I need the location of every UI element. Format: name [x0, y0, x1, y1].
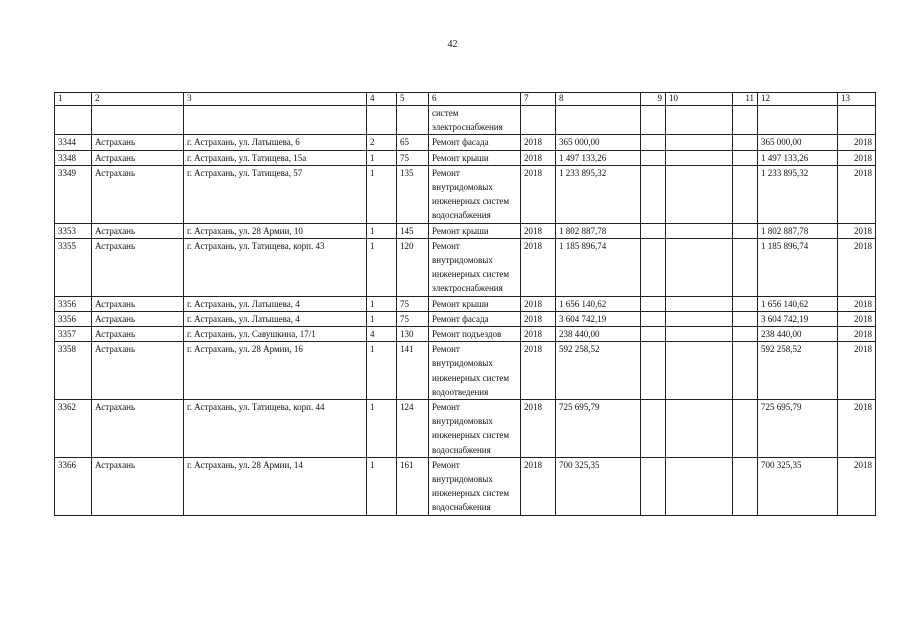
column-header: 5	[397, 93, 429, 106]
cell-total: 1 802 887,78	[758, 223, 838, 238]
cell-plan-year: 2018	[838, 457, 876, 515]
cell-year: 2018	[521, 165, 556, 223]
cell-work-type: Ремонт подъездов	[429, 327, 521, 342]
cell-col11	[733, 223, 758, 238]
table-row	[55, 342, 876, 400]
cell-work-type: Ремонт внутридомовых инженерных систем водоснабжения	[429, 457, 521, 515]
cell-city: Астрахань	[92, 165, 184, 223]
cell-col11	[733, 400, 758, 458]
cell-col10	[666, 400, 733, 458]
cell-apartments: 120	[397, 238, 429, 296]
cell-year: 2018	[521, 150, 556, 165]
cell-address: г. Астрахань, ул. Латышева, 6	[184, 135, 367, 150]
column-header: 3	[184, 93, 367, 106]
cell-col9	[641, 457, 666, 515]
cell-plan-year: 2018	[838, 311, 876, 326]
cell-col11	[733, 342, 758, 400]
cell-id: 3353	[55, 223, 92, 238]
cell-address: г. Астрахань, ул. Татищева, 15а	[184, 150, 367, 165]
cell-cost: 700 325,35	[556, 457, 641, 515]
cell-apartments: 145	[397, 223, 429, 238]
cell-apartments: 75	[397, 311, 429, 326]
cell-id: 3349	[55, 165, 92, 223]
cell-col9	[641, 238, 666, 296]
cell-total: 725 695,79	[758, 400, 838, 458]
column-header: 6	[429, 93, 521, 106]
cell-col11	[733, 327, 758, 342]
cell-address: г. Астрахань, ул. Татищева, корп. 44	[184, 400, 367, 458]
cell-col10	[666, 135, 733, 150]
cell-floors: 1	[367, 400, 397, 458]
column-header: 11	[733, 93, 758, 106]
table-row	[55, 223, 876, 238]
cell-total: 1 497 133,26	[758, 150, 838, 165]
cell-year: 2018	[521, 223, 556, 238]
cell-cost	[556, 106, 641, 135]
cell-cost: 592 258,52	[556, 342, 641, 400]
table-row	[55, 238, 876, 296]
cell-col10	[666, 238, 733, 296]
cell-work-type: Ремонт фасада	[429, 135, 521, 150]
cell-city: Астрахань	[92, 342, 184, 400]
cell-city: Астрахань	[92, 150, 184, 165]
cell-floors	[367, 106, 397, 135]
cell-year: 2018	[521, 311, 556, 326]
cell-address: г. Астрахань, ул. Татищева, 57	[184, 165, 367, 223]
cell-plan-year: 2018	[838, 223, 876, 238]
column-header: 2	[92, 93, 184, 106]
cell-year: 2018	[521, 327, 556, 342]
cell-year: 2018	[521, 342, 556, 400]
cell-col10	[666, 150, 733, 165]
table-header-row	[55, 93, 876, 106]
cell-col10	[666, 165, 733, 223]
cell-plan-year: 2018	[838, 165, 876, 223]
cell-city: Астрахань	[92, 327, 184, 342]
cell-cost: 1 185 896,74	[556, 238, 641, 296]
cell-col10	[666, 311, 733, 326]
cell-floors: 1	[367, 311, 397, 326]
cell-id: 3356	[55, 311, 92, 326]
cell-col9	[641, 135, 666, 150]
cell-total: 1 233 895,32	[758, 165, 838, 223]
cell-plan-year	[838, 106, 876, 135]
cell-id: 3348	[55, 150, 92, 165]
cell-apartments: 75	[397, 296, 429, 311]
cell-apartments: 124	[397, 400, 429, 458]
cell-city	[92, 106, 184, 135]
cell-city: Астрахань	[92, 238, 184, 296]
cell-col11	[733, 457, 758, 515]
column-header: 9	[641, 93, 666, 106]
cell-plan-year: 2018	[838, 296, 876, 311]
column-header: 13	[838, 93, 876, 106]
column-header: 8	[556, 93, 641, 106]
cell-total: 3 604 742,19	[758, 311, 838, 326]
cell-floors: 1	[367, 296, 397, 311]
cell-address: г. Астрахань, ул. 28 Армии, 10	[184, 223, 367, 238]
cell-year: 2018	[521, 135, 556, 150]
cell-col10	[666, 296, 733, 311]
table-row	[55, 106, 876, 135]
cell-address: г. Астрахань, ул. Латышева, 4	[184, 311, 367, 326]
cell-apartments: 130	[397, 327, 429, 342]
cell-total	[758, 106, 838, 135]
cell-col10	[666, 457, 733, 515]
cell-year: 2018	[521, 296, 556, 311]
cell-address	[184, 106, 367, 135]
cell-address: г. Астрахань, ул. Латышева, 4	[184, 296, 367, 311]
cell-cost: 725 695,79	[556, 400, 641, 458]
cell-work-type: Ремонт крыши	[429, 296, 521, 311]
cell-col9	[641, 342, 666, 400]
cell-col10	[666, 342, 733, 400]
cell-work-type: Ремонт внутридомовых инженерных систем электроснабжения	[429, 238, 521, 296]
cell-city: Астрахань	[92, 400, 184, 458]
cell-id: 3366	[55, 457, 92, 515]
cell-col9	[641, 311, 666, 326]
cell-cost: 3 604 742,19	[556, 311, 641, 326]
cell-total: 365 000,00	[758, 135, 838, 150]
cell-col11	[733, 238, 758, 296]
cell-plan-year: 2018	[838, 238, 876, 296]
cell-cost: 1 497 133,26	[556, 150, 641, 165]
table-row	[55, 457, 876, 515]
cell-city: Астрахань	[92, 311, 184, 326]
cell-col10	[666, 223, 733, 238]
column-header: 12	[758, 93, 838, 106]
cell-col9	[641, 223, 666, 238]
cell-year	[521, 106, 556, 135]
cell-plan-year: 2018	[838, 150, 876, 165]
cell-total: 238 440,00	[758, 327, 838, 342]
cell-col11	[733, 150, 758, 165]
cell-work-type: Ремонт внутридомовых инженерных систем водоснабжения	[429, 400, 521, 458]
cell-work-type: систем электроснабжения	[429, 106, 521, 135]
cell-apartments: 161	[397, 457, 429, 515]
cell-plan-year: 2018	[838, 342, 876, 400]
cell-floors: 4	[367, 327, 397, 342]
cell-total: 1 656 140,62	[758, 296, 838, 311]
column-header: 1	[55, 93, 92, 106]
cell-col10	[666, 327, 733, 342]
cell-floors: 1	[367, 457, 397, 515]
cell-id	[55, 106, 92, 135]
cell-col11	[733, 311, 758, 326]
cell-col11	[733, 296, 758, 311]
cell-col10	[666, 106, 733, 135]
cell-plan-year: 2018	[838, 135, 876, 150]
cell-work-type: Ремонт внутридомовых инженерных систем водоотведения	[429, 342, 521, 400]
cell-col9	[641, 106, 666, 135]
cell-cost: 1 656 140,62	[556, 296, 641, 311]
cell-col11	[733, 106, 758, 135]
cell-id: 3355	[55, 238, 92, 296]
cell-total: 1 185 896,74	[758, 238, 838, 296]
table-row	[55, 311, 876, 326]
cell-apartments: 75	[397, 150, 429, 165]
cell-apartments: 141	[397, 342, 429, 400]
cell-city: Астрахань	[92, 223, 184, 238]
cell-work-type: Ремонт внутридомовых инженерных систем водоснабжения	[429, 165, 521, 223]
cell-cost: 1 802 887,78	[556, 223, 641, 238]
cell-address: г. Астрахань, ул. 28 Армии, 16	[184, 342, 367, 400]
cell-city: Астрахань	[92, 457, 184, 515]
table-row	[55, 165, 876, 223]
cell-cost: 1 233 895,32	[556, 165, 641, 223]
cell-id: 3344	[55, 135, 92, 150]
cell-col11	[733, 165, 758, 223]
cell-col9	[641, 327, 666, 342]
cell-city: Астрахань	[92, 135, 184, 150]
column-header: 4	[367, 93, 397, 106]
cell-floors: 1	[367, 342, 397, 400]
cell-id: 3362	[55, 400, 92, 458]
cell-address: г. Астрахань, ул. Татищева, корп. 43	[184, 238, 367, 296]
column-header: 10	[666, 93, 733, 106]
cell-total: 700 325,35	[758, 457, 838, 515]
cell-col9	[641, 165, 666, 223]
cell-address: г. Астрахань, ул. Савушкина, 17/1	[184, 327, 367, 342]
repair-program-table	[54, 92, 876, 516]
page-number: 42	[447, 39, 458, 50]
cell-col9	[641, 400, 666, 458]
cell-floors: 1	[367, 150, 397, 165]
cell-address: г. Астрахань, ул. 28 Армии, 14	[184, 457, 367, 515]
cell-col9	[641, 150, 666, 165]
column-header: 7	[521, 93, 556, 106]
cell-year: 2018	[521, 457, 556, 515]
cell-work-type: Ремонт фасада	[429, 311, 521, 326]
cell-plan-year: 2018	[838, 400, 876, 458]
table-row	[55, 150, 876, 165]
cell-floors: 1	[367, 223, 397, 238]
cell-id: 3356	[55, 296, 92, 311]
cell-apartments	[397, 106, 429, 135]
cell-year: 2018	[521, 238, 556, 296]
cell-work-type: Ремонт крыши	[429, 223, 521, 238]
cell-work-type: Ремонт крыши	[429, 150, 521, 165]
cell-city: Астрахань	[92, 296, 184, 311]
cell-cost: 365 000,00	[556, 135, 641, 150]
cell-apartments: 65	[397, 135, 429, 150]
cell-plan-year: 2018	[838, 327, 876, 342]
cell-col9	[641, 296, 666, 311]
table-row	[55, 327, 876, 342]
cell-floors: 1	[367, 238, 397, 296]
cell-apartments: 135	[397, 165, 429, 223]
cell-col11	[733, 135, 758, 150]
cell-total: 592 258,52	[758, 342, 838, 400]
cell-floors: 1	[367, 165, 397, 223]
cell-id: 3358	[55, 342, 92, 400]
table-row	[55, 400, 876, 458]
cell-cost: 238 440,00	[556, 327, 641, 342]
table-row	[55, 296, 876, 311]
cell-floors: 2	[367, 135, 397, 150]
cell-id: 3357	[55, 327, 92, 342]
table-row	[55, 135, 876, 150]
cell-year: 2018	[521, 400, 556, 458]
